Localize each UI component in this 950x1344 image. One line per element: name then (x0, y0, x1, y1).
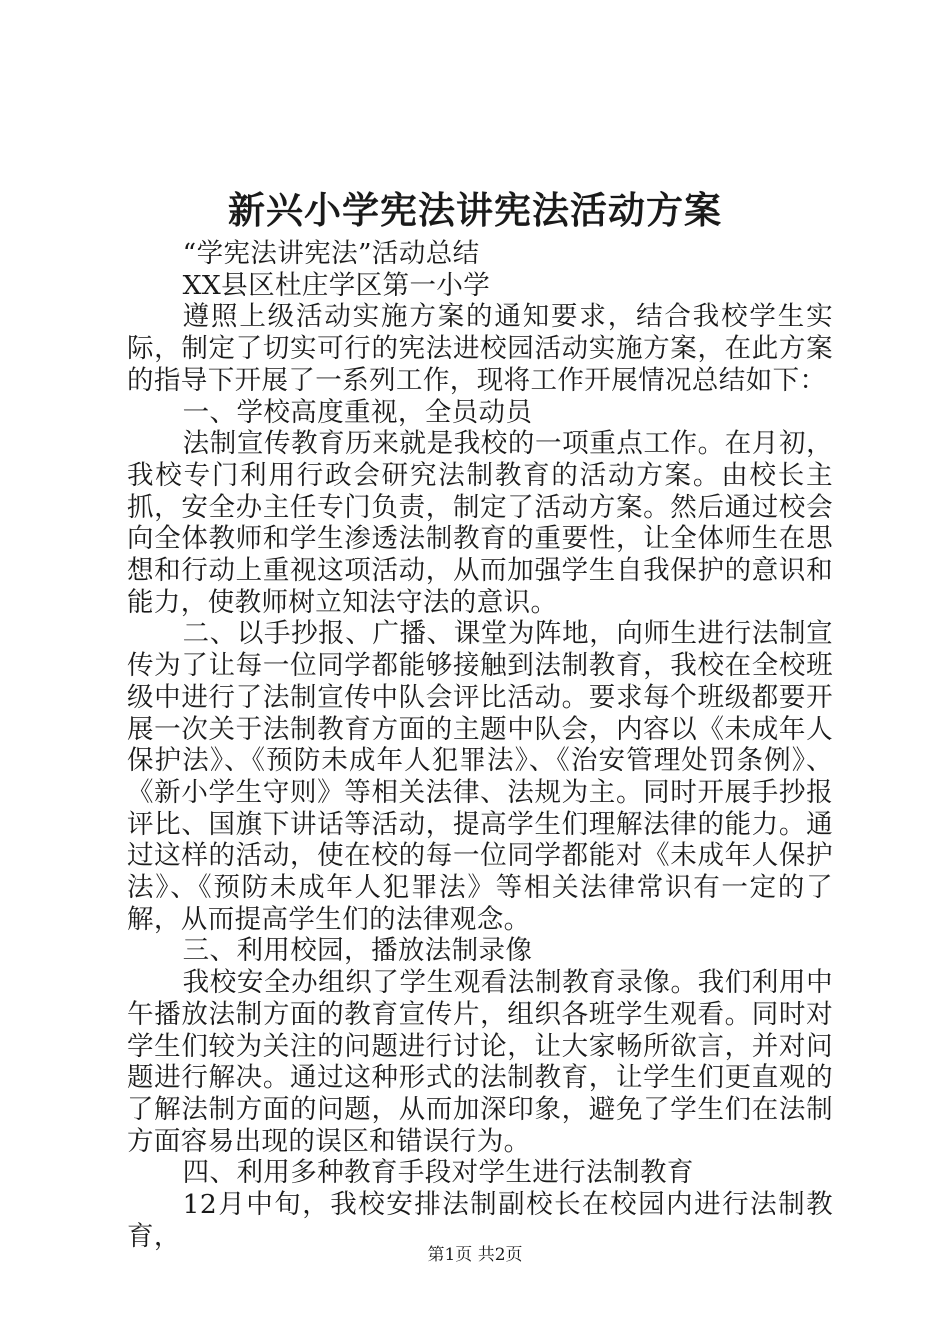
section-heading-4: 四、利用多种教育手段对学生进行法制教育 (182, 1157, 694, 1189)
section-heading-3: 三、利用校园，播放法制录像 (182, 935, 533, 967)
section-body-3: 我校安全办组织了学生观看法制教育录像。我们利用中午播放法制方面的教育宣传片，组织各班学生观看。同时对学生们较为关注的问题进行讨论，让大家畅所欲言，并对问题进行解决。通过这种形式的法制教育，让学生们更直观的了解法制方面的问题，从而加深印象，避免了学生们在法制方面容易出现的误区和错误行为。 (127, 967, 833, 1157)
section-heading-2: 二、以手抄报、广播、课堂为阵地，向师生进行法制宣传为了让每一位同学都能够接触到法制教育，我校在全校班级中进行了法制宣传中队会评比活动。要求每个班级都要开展一次关于法制教育方面的主题中队会，内容以《未成年人保护法》、《预防未成年人犯罪法》、《治安管理处罚条例》、《新小学生守则》等相关法律、法规为主。同时开展手抄报评比、国旗下讲话等活动，提高学生们理解法律的能力。通过这样的活动，使在校的每一位同学都能对《未成年人保护法》、《预防未成年人犯罪法》等相关法律常识有一定的了解，从而提高学生们的法律观念。 (127, 618, 833, 935)
school-name-paragraph: XX县区杜庄学区第一小学 (182, 269, 491, 301)
section-body-4: 12月中旬，我校安排法制副校长在校园内进行法制教育， (127, 1189, 833, 1252)
document-body (127, 238, 833, 1253)
section-heading-1: 一、学校高度重视，全员动员 (182, 396, 533, 428)
intro-paragraph: 遵照上级活动实施方案的通知要求，结合我校学生实际，制定了切实可行的宪法进校园活动实施方案，在此方案的指导下开展了一系列工作，现将工作开展情况总结如下： (127, 301, 833, 396)
page-footer: 第1页 共2页 (427, 1245, 523, 1265)
section-body-1: 法制宣传教育历来就是我校的一项重点工作。在月初，我校专门利用行政会研究法制教育的活动方案。由校长主抓，安全办主任专门负责，制定了活动方案。然后通过校会向全体教师和学生渗透法制教育的重要性，让全体师生在思想和行动上重视这项活动，从而加强学生自我保护的意识和能力，使教师树立知法守法的意识。 (127, 428, 833, 618)
subtitle-paragraph: “学宪法讲宪法”活动总结 (182, 238, 480, 269)
document-title: 新兴小学宪法讲宪法活动方案 (228, 188, 722, 232)
